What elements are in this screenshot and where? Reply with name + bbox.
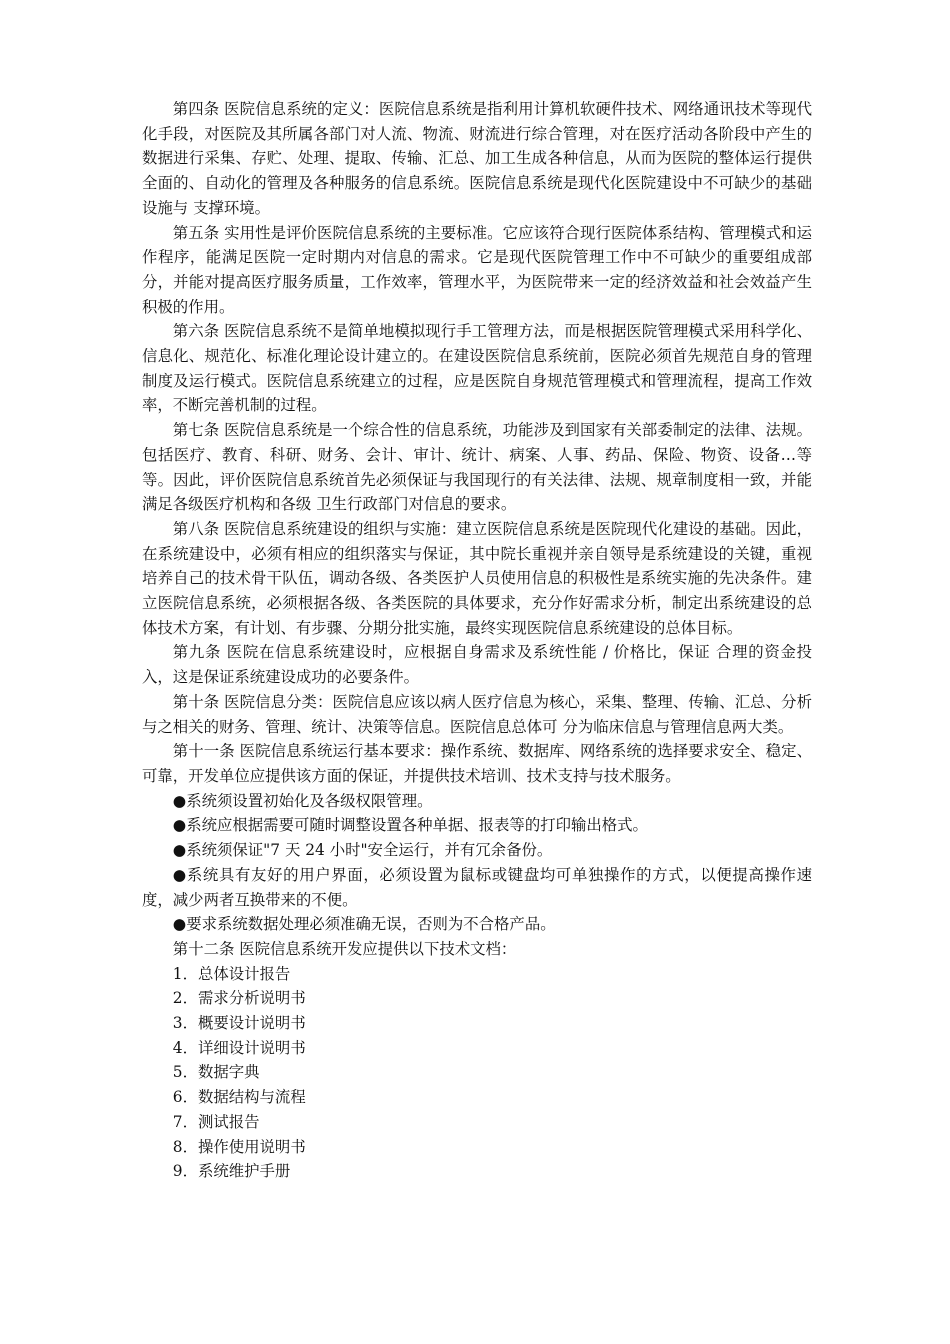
doc-list-item: 5．数据字典 xyxy=(172,1063,260,1082)
article-7: 第七条 医院信息系统是一个综合性的信息系统，功能涉及到国家有关部委制定的法律、法规。包括医疗、教育、科研、财务、会计、审计、统计、病案、人事、药品、保险、物资、设备…等等。因此，评价医院信息系统首先必须保证与我国现行的有关法律、法规、规章制度相一致，并能满足各级医疗机构和各级 卫生行政部门对信息的要求。 xyxy=(142,421,812,514)
doc-list-item: 4．详细设计说明书 xyxy=(172,1038,306,1057)
article-9: 第九条 医院在信息系统建设时，应根据自身需求及系统性能 / 价格比，保证 合理的资金投入，这是保证系统建设成功的必要条件。 xyxy=(142,643,812,687)
bullet-item: ●系统应根据需要可随时调整设置各种单据、报表等的打印输出格式。 xyxy=(172,816,648,835)
doc-list-item: 1．总体设计报告 xyxy=(172,964,291,983)
bullet-item: ●要求系统数据处理必须准确无误，否则为不合格产品。 xyxy=(172,915,556,934)
article-11: 第十一条 医院信息系统运行基本要求：操作系统、数据库、网络系统的选择要求安全、稳定、可靠，开发单位应提供该方面的保证，并提供技术培训、技术支持与技术服务。 xyxy=(142,742,812,785)
article-8: 第八条 医院信息系统建设的组织与实施：建立医院信息系统是医院现代化建设的基础。因此，在系统建设中，必须有相应的组织落实与保证，其中院长重视并亲自领导是系统建设的关键，重视培养自己的技术骨干队伍，调动各级、各类医护人员使用信息的积极性是系统实施的先决条件。建立医院信息系统，必须根据各级、各类医院的具体要求，充分作好需求分析，制定出系统建设的总体技术方案，有计划、有步骤、分期分批实施，最终实现医院信息系统建设的总体目标。 xyxy=(142,519,812,637)
bullet-item: ●系统须保证"7 天 24 小时"安全运行，并有冗余备份。 xyxy=(172,841,553,860)
doc-list-item: 8．操作使用说明书 xyxy=(172,1137,306,1156)
article-5: 第五条 实用性是评价医院信息系统的主要标准。它应该符合现行医院体系结构、管理模式和运作程序，能满足医院一定时期内对信息的需求。它是现代医院管理工作中不可缺少的重要组成部分，并能对提高医疗服务质量，工作效率，管理水平，为医院带来一定的经济效益和社会效益产生积极的作用。 xyxy=(142,223,812,316)
doc-list-item: 6．数据结构与流程 xyxy=(172,1088,306,1107)
doc-list-item: 2．需求分析说明书 xyxy=(172,989,306,1008)
bullet-item: ●系统须设置初始化及各级权限管理。 xyxy=(172,791,433,810)
doc-list-item: 9．系统维护手册 xyxy=(172,1162,291,1181)
document-body xyxy=(142,97,812,1184)
doc-list-item: 3．概要设计说明书 xyxy=(172,1014,306,1033)
article-12-heading: 第十二条 医院信息系统开发应提供以下技术文档： xyxy=(172,939,517,958)
article-10: 第十条 医院信息分类：医院信息应该以病人医疗信息为核心，采集、整理、传输、汇总、分析与之相关的财务、管理、统计、决策等信息。医院信息总体可 分为临床信息与管理信息两大类。 xyxy=(142,692,812,736)
doc-list-item: 7．测试报告 xyxy=(172,1112,260,1131)
article-6: 第六条 医院信息系统不是简单地模拟现行手工管理方法，而是根据医院管理模式采用科学化、信息化、规范化、标准化理论设计建立的。在建设医院信息系统前，医院必须首先规范自身的管理制度及运行模式。医院信息系统建立的过程，应是医院自身规范管理模式和管理流程，提高工作效率，不断完善机制的过程。 xyxy=(142,322,812,415)
article-4: 第四条 医院信息系统的定义：医院信息系统是指利用计算机软硬件技术、网络通讯技术等现代化手段，对医院及其所属各部门对人流、物流、财流进行综合管理，对在医疗活动各阶段中产生的数据进行采集、存贮、处理、提取、传输、汇总、加工生成各种信息，从而为医院的整体运行提供全面的、自动化的管理及各种服务的信息系统。医院信息系统是现代化医院建设中不可缺少的基础设施与 支撑环境。 xyxy=(142,100,812,217)
bullet-item: ●系统具有友好的用户界面，必须设置为鼠标或键盘均可单独操作的方式，以便提高操作速度，减少两者互换带来的不便。 xyxy=(142,865,812,909)
